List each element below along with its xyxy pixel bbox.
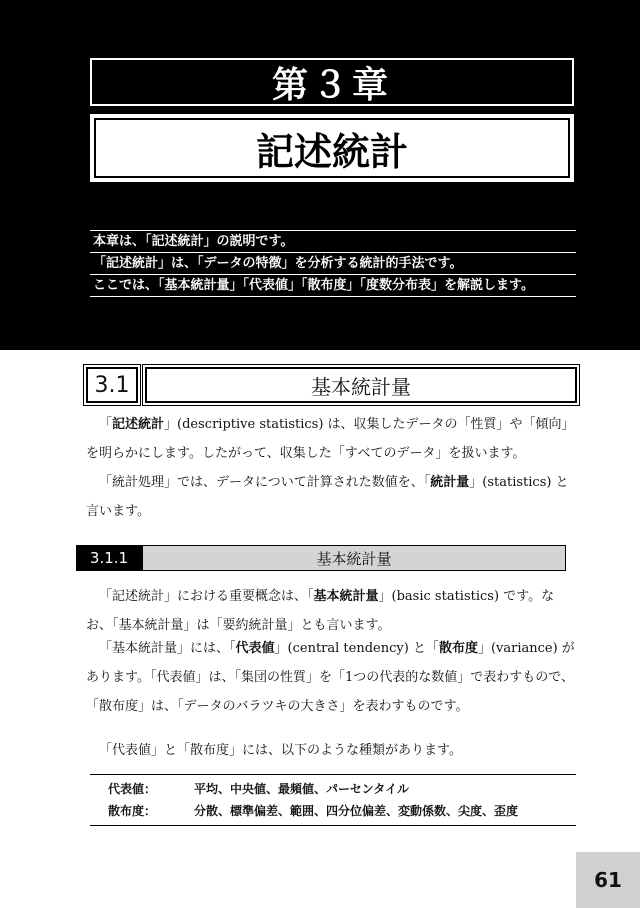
intro-line: 「記述統計」は、「データの特徴」を分析する統計的手法です。	[90, 252, 576, 274]
chapter-header	[0, 0, 640, 350]
type-value: 平均、中央値、最頻値、パーセンタイル	[194, 782, 410, 796]
subsection-title: 基本統計量	[142, 545, 566, 571]
type-value: 分散、標準偏差、範囲、四分位偏差、変動係数、尖度、歪度	[194, 804, 519, 818]
section-paragraph: 「記述統計」(descriptive statistics) は、収集したデータの「性質」や「傾向」を明らかにします。したがって、収集した「すべてのデータ」を扱います。	[86, 417, 575, 461]
types-list	[90, 774, 576, 826]
intro-line: 本章は、「記述統計」の説明です。	[90, 230, 576, 252]
type-label: 散布度：	[108, 804, 157, 818]
subsection-paragraph: 「記述統計」における重要概念は、「基本統計量」(basic statistics) です。なお、「基本統計量」は「要約統計量」とも言います。	[86, 589, 555, 633]
section-title: 基本統計量	[145, 367, 577, 403]
type-label: 代表値：	[108, 782, 157, 796]
page-number: 61	[576, 852, 640, 908]
subsection-paragraph: 「基本統計量」には、「代表値」(central tendency) と「散布度」(variance) があります。「代表値」は、「集団の性質」を「1つの代表的な数値」で表わすもので、「散布度」は、「データのバラツキの大きさ」を表わすものです。	[86, 641, 575, 714]
section-number: 3.1	[86, 367, 138, 403]
chapter-intro	[90, 230, 576, 297]
section-paragraph: 「統計処理」では、データについて計算された数値を、「統計量」(statistics) と言います。	[86, 475, 569, 519]
chapter-title: 記述統計	[255, 129, 408, 174]
subsection-paragraph: 「代表値」と「散布度」には、以下のような種類があります。	[99, 743, 462, 758]
type-row	[90, 800, 576, 822]
chapter-label: 第３章	[90, 58, 574, 106]
chapter-title-box	[90, 114, 574, 182]
type-row	[90, 778, 576, 800]
subsection-number: 3.1.1	[76, 545, 142, 571]
intro-line: ここでは、「基本統計量」「代表値」「散布度」「度数分布表」を解説します。	[90, 274, 576, 297]
